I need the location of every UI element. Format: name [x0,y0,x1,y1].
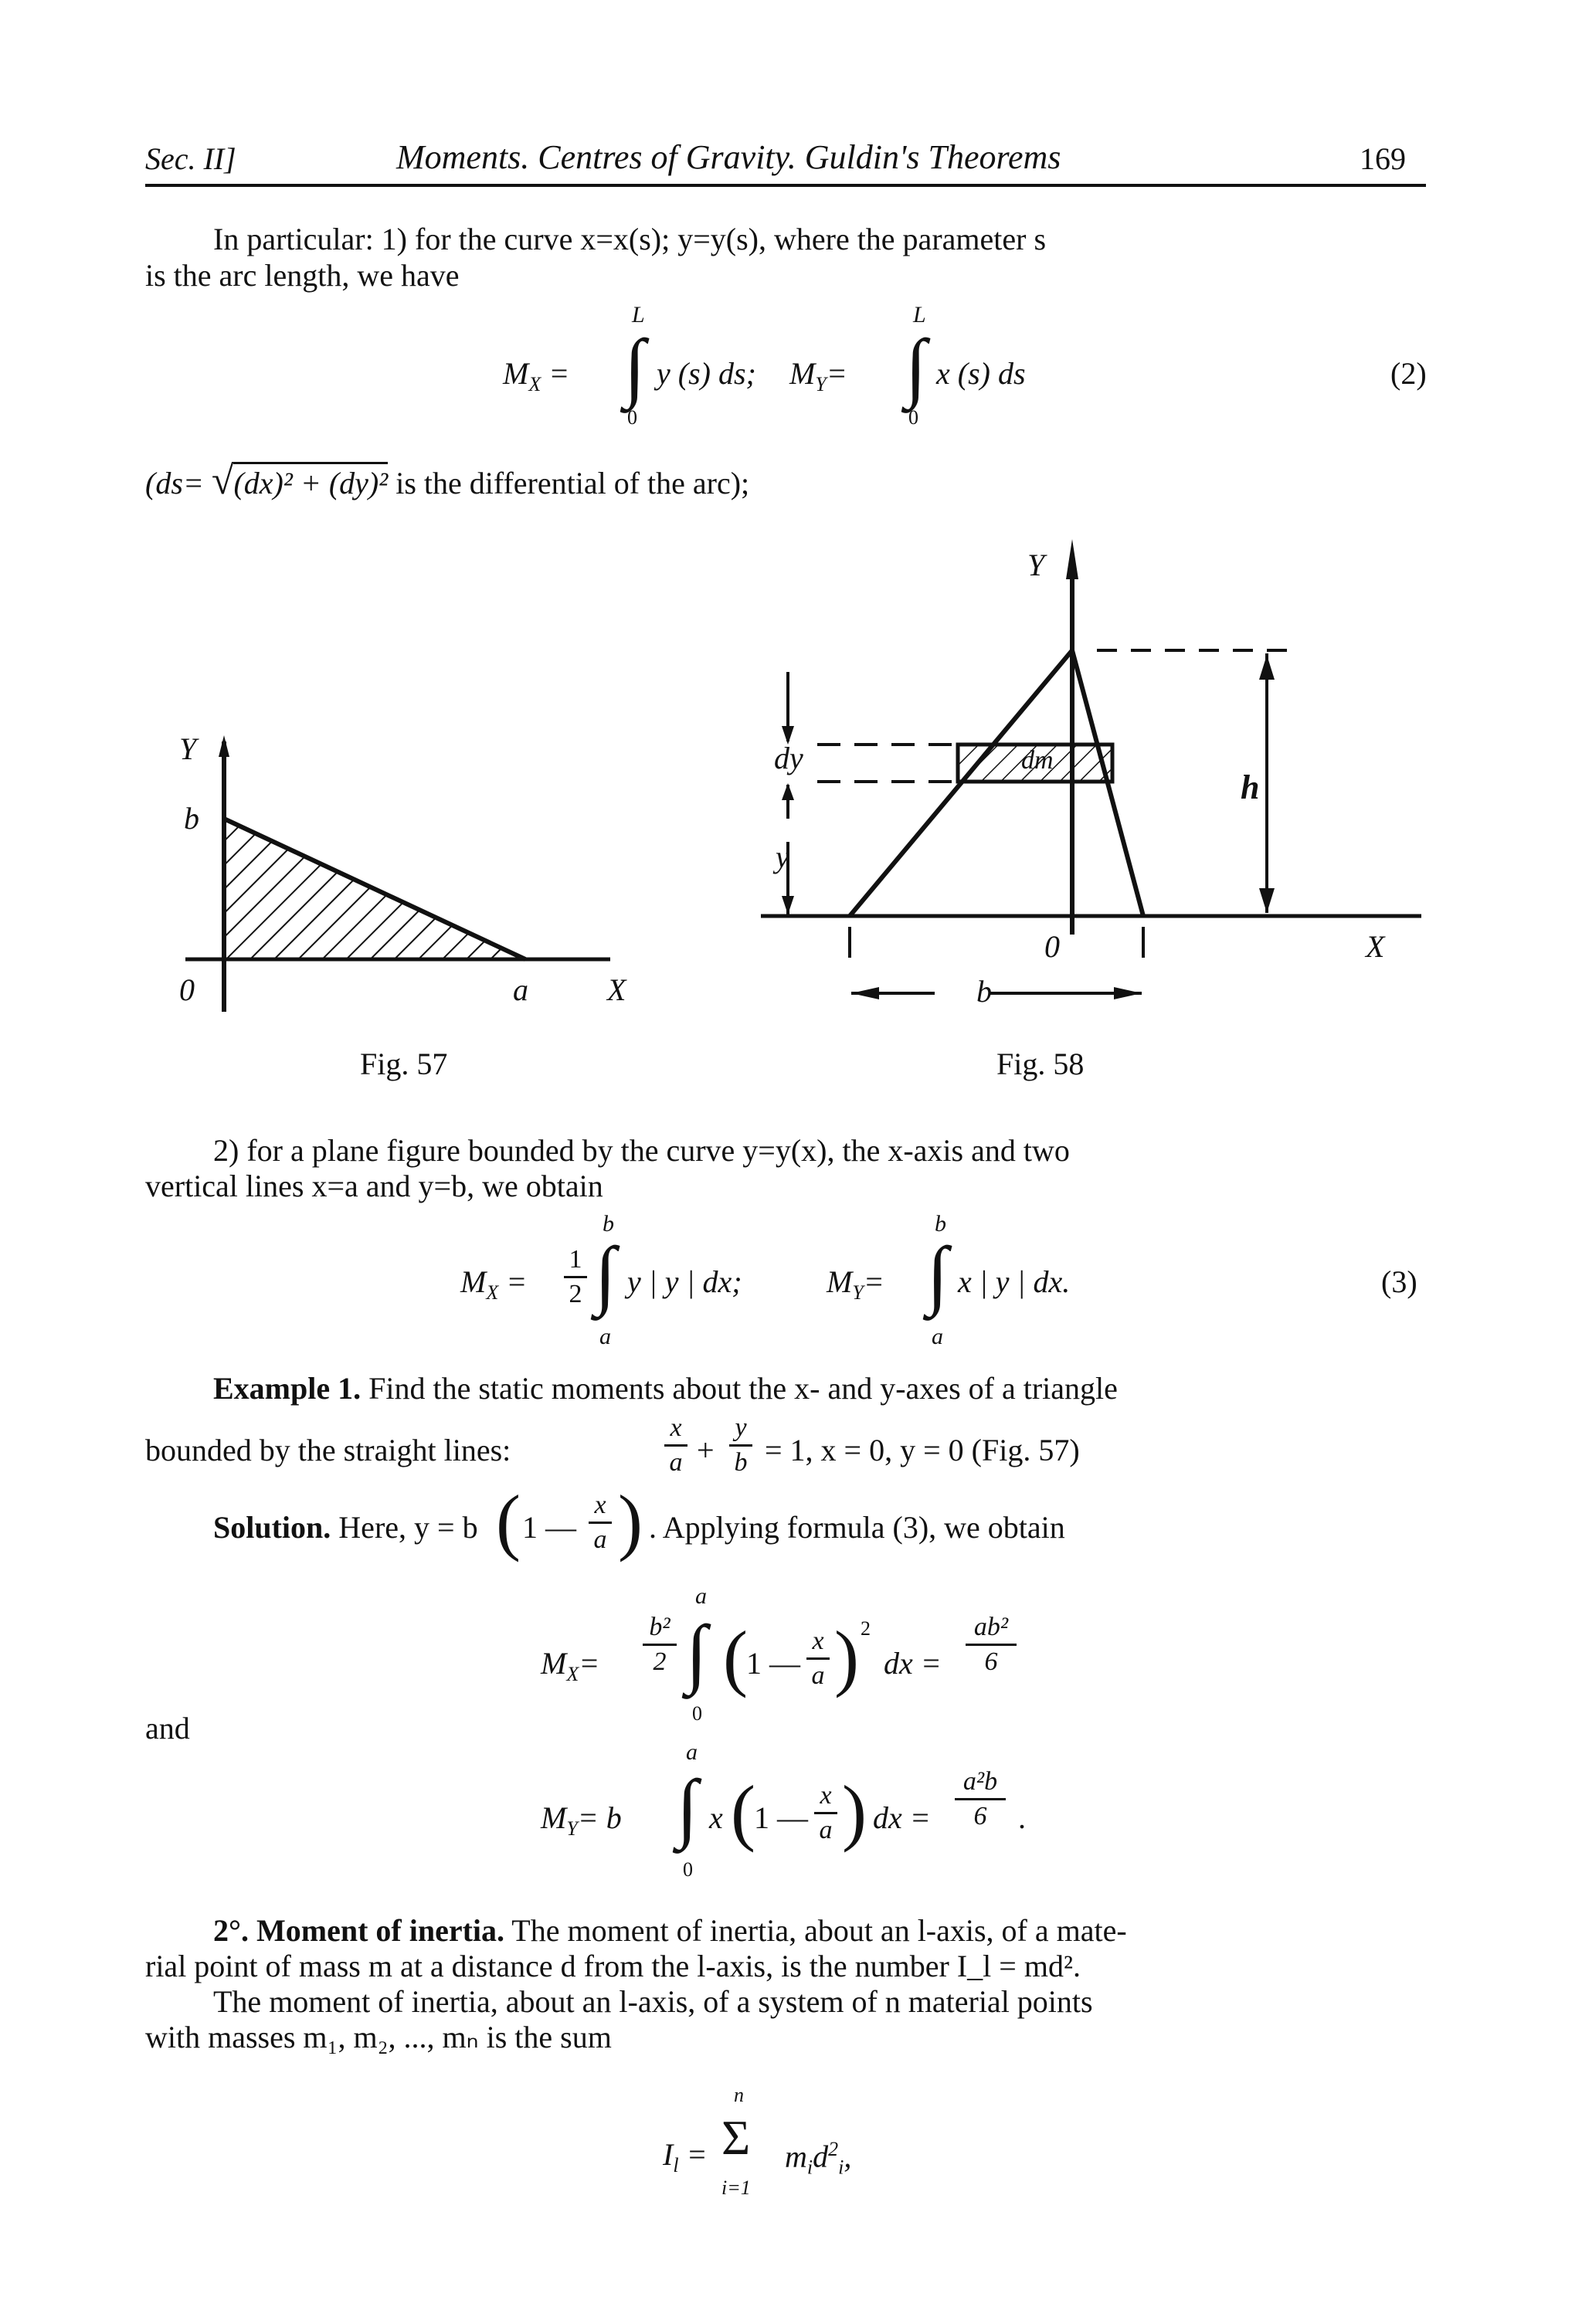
solution-inner-lead: 1 — [522,1510,576,1545]
page-number: 169 [1360,141,1406,176]
fig58-x-label: X [1366,929,1385,964]
sum-upper: n [734,2084,744,2106]
integral-sign: ∫ [624,324,646,409]
eq3-integral-2: ∫ [927,1231,949,1317]
fig57-b-label: b [184,801,199,836]
mx-res-integral: ∫ [686,1610,708,1695]
solution-paren-close: ) [618,1480,643,1562]
solution-frac-x-a: x a [589,1492,612,1553]
example-line2-tail: = 1, x = 0, y = 0 (Fig. 57) [765,1433,1080,1467]
my-res-paren-open: ( [731,1770,755,1853]
para2-line1: 2) for a plane figure bounded by the curve y=y(x), the x-axis and two [213,1133,1070,1168]
eq3-lower-2: a [932,1324,943,1349]
solution-lead: Solution. Here, y = b [213,1510,478,1545]
eq3-integrand-1: y | y | dx; [627,1264,742,1299]
fig57-x-label: X [607,972,626,1007]
running-title: Moments. Centres of Gravity. Guldin's Theorems [396,138,1061,176]
para2-line2: vertical lines x=a and y=b, we obtain [145,1169,603,1203]
sigma-symbol: Σ [721,2110,751,2165]
arc-differential-line: (ds= √(dx)² + (dy)² is the differential of the arc); [145,459,750,503]
section-label: Sec. II] [145,141,236,176]
my-res-lhs: $M_Y= b$ [541,1800,622,1840]
my-res-x: x [709,1800,723,1835]
fig58-origin-label: 0 [1044,929,1060,964]
eq3-half-fraction: 1 2 [564,1247,587,1308]
eq3-lower-1: a [599,1324,611,1349]
header-rule [145,184,1426,187]
fig58-caption: Fig. 58 [996,1047,1085,1081]
figure-58 [757,533,1421,1027]
equation-number-3: (3) [1381,1264,1417,1299]
eq3-upper-1: b [603,1211,614,1237]
integral-lower-limit: 0 [627,406,637,429]
my-res-integral: ∫ [677,1764,698,1850]
integrand-x: x (s) ds [936,356,1026,391]
mx-res-inner-lead: 1 — [746,1646,800,1681]
example-plus: + [697,1433,715,1467]
integrand-y: y (s) ds; [657,356,756,391]
mx-res-frac-x-a: x a [806,1628,830,1689]
mx-res-power: 2 [861,1617,871,1640]
fig57-a-label: a [513,972,528,1007]
eq3-upper-2: b [935,1211,946,1237]
integral-upper-limit-2: L [913,302,926,327]
my-res-inner-lead: 1 — [754,1800,808,1835]
para1-line2: is the arc length, we have [145,258,460,293]
fig57-y-label: Y [179,731,197,766]
my-res-period: . [1018,1800,1026,1835]
mx-res-paren-open: ( [723,1616,748,1698]
eq3-mx: $M_X$ = [460,1264,528,1304]
fig58-dm-label: dm [1021,746,1054,775]
integral-upper-limit: L [632,302,645,327]
eq3-integral-1: ∫ [595,1231,616,1317]
mx-res-b2-fraction: b² 2 [643,1614,677,1675]
integral-lower-limit-2: 0 [908,406,918,429]
mx-res-dx: dx = [884,1646,942,1681]
sum-lhs: $I_l$ = [663,2137,708,2176]
fig57-caption: Fig. 57 [360,1047,448,1081]
inertia-line1: 2°. Moment of inertia. The moment of inertia, about an l-axis, of a mate- [213,1913,1127,1948]
equation-number-2: (2) [1390,356,1427,391]
solution-tail: . Applying formula (3), we obtain [649,1510,1065,1545]
my-res-result-fraction: a²b 6 [955,1769,1006,1830]
my-res-frac-x-a: x a [814,1783,837,1844]
fig58-b-label: b [976,974,992,1009]
fig58-y-label: Y [1027,548,1045,582]
mx-res-lhs: $M_X=$ [541,1646,600,1685]
and-word: and [145,1711,190,1746]
fig57-origin-label: 0 [179,972,195,1007]
mx-res-result-fraction: ab² 6 [966,1614,1017,1675]
mx-res-upper: a [695,1583,707,1609]
fig58-h-label: h [1241,768,1260,806]
figure-57 [170,726,633,1020]
sum-term: $m_id^2_i$, [785,2138,852,2179]
inertia-line3: The moment of inertia, about an l-axis, of a system of n material points [213,1984,1093,2019]
integral-sign-2: ∫ [905,324,927,409]
example-line1: Example 1. Find the static moments about the x- and y-axes of a triangle [213,1371,1118,1406]
example-line2-lead: bounded by the straight lines: [145,1433,511,1467]
para1-line1: In particular: 1) for the curve x=x(s); y=y(s), where the parameter s [213,222,1047,256]
fig58-y-small-label: y [776,840,789,874]
example-frac-y-b: y b [729,1415,752,1476]
my-res-dx: dx = [873,1800,931,1835]
my-res-paren-close: ) [842,1770,867,1853]
fig58-dy-label: dy [774,741,803,775]
mx-res-paren-close: ) [834,1616,859,1698]
sum-lower: i=1 [721,2176,751,2199]
eq3-my: $M_Y=$ [827,1264,884,1304]
my-res-lower: 0 [683,1858,693,1881]
my-symbol: $M_Y=$ [789,356,847,395]
inertia-line4: with masses m₁, m₂, ..., mₙ is the sum [145,2020,612,2054]
inertia-line2: rial point of mass m at a distance d from the l-axis, is the number I_l = md². [145,1949,1081,1983]
eq3-integrand-2: x | y | dx. [958,1264,1071,1299]
my-res-upper: a [686,1739,698,1765]
solution-paren-open: ( [496,1480,521,1562]
mx-res-lower: 0 [692,1702,702,1725]
mx-symbol: $M_X$ = [503,356,570,395]
example-frac-x-a: x a [664,1415,687,1476]
